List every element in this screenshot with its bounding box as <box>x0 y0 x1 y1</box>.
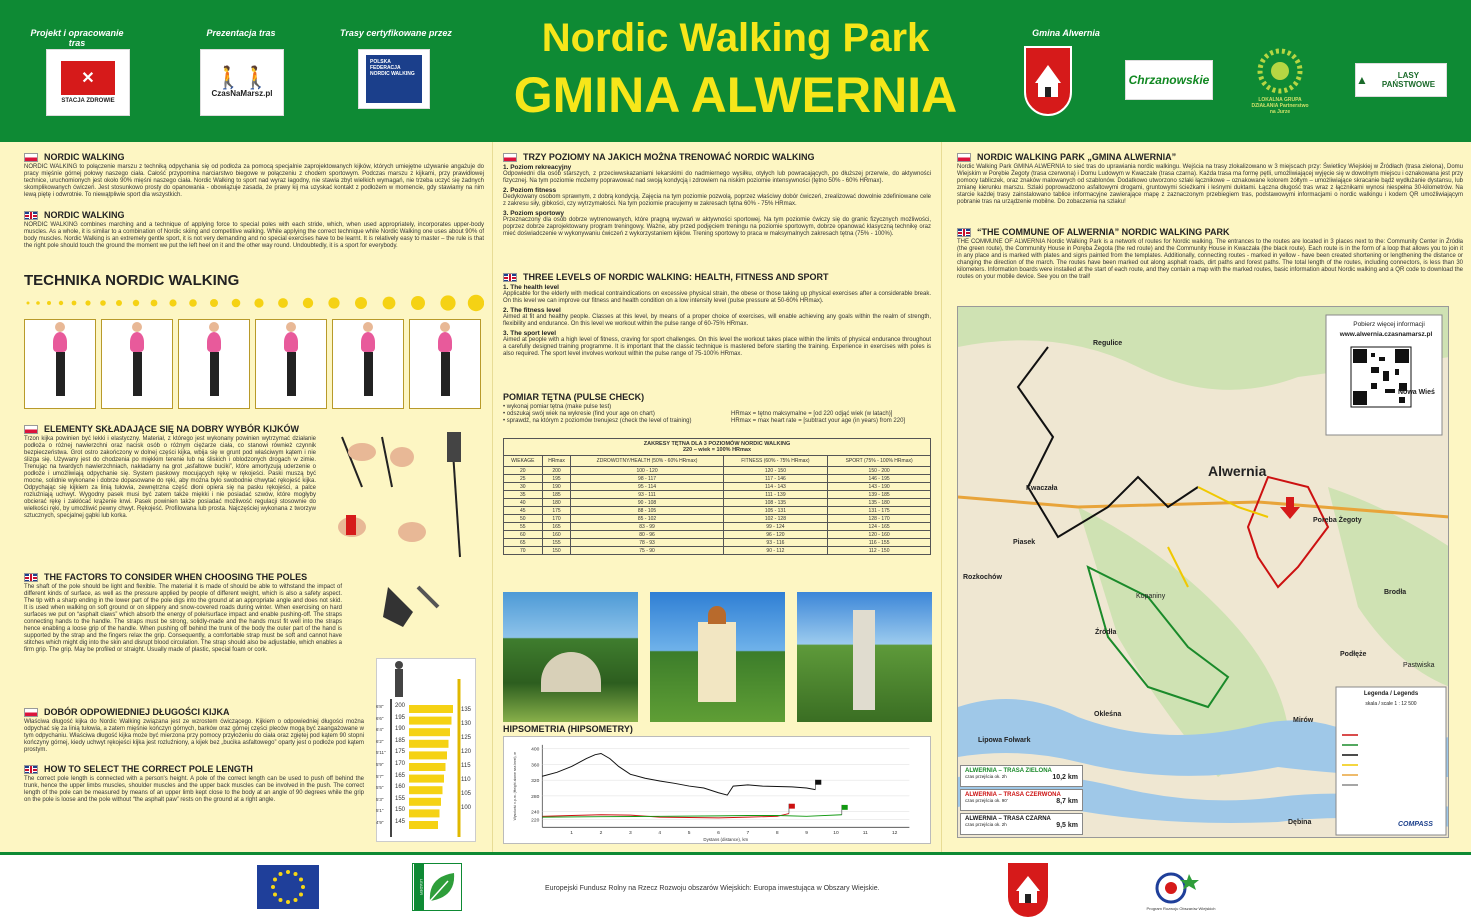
table-header-cell: SPORT (75% - 100% HRmax) <box>828 456 931 467</box>
pole-length-label: 6'6" <box>376 715 384 721</box>
pole-length-label: 120 <box>461 749 472 755</box>
alwernia-coat-of-arms-icon <box>1008 863 1048 917</box>
table-cell: 85 - 102 <box>571 515 723 523</box>
y-tick-label: 220 <box>531 818 540 824</box>
y-tick-label: 240 <box>531 810 540 816</box>
place-podleze: Podłęże <box>1340 651 1367 658</box>
pl-length-body: Właściwa długość kijka do Nordic Walking związana jest ze wzrostem ćwiczącego. Kijkiem o odpowiedniej długości można odpychać się za linią tułowia, a zatem mięśnie kończyn górnych, barków oraz górnej części pleców mogą być zaangażowane w tym odpychaniu. Właściwa długość kijka może być mierzona przy pomocy przyłożeniu do ciała oraz zgiętej pod kątem 90 stopni kończyny górnej, kiedy uchwyt rękojeści kijka jest rozluźniony, a kijek bez „bucika asfaltowego” oparty jest o podłoże pod kątem prostym. <box>24 719 364 753</box>
table-cell: 70 <box>504 547 543 555</box>
place-brodla: Brodła <box>1384 589 1407 596</box>
pole-tip-photo <box>368 582 448 632</box>
en-level-1-heading: 1. The health level <box>503 284 559 291</box>
prow-logo: Program Rozwoju Obszarów Wiejskich <box>1146 865 1216 913</box>
pole-length-label: 5'5" <box>376 785 384 791</box>
pole-length-label: 175 <box>395 749 406 756</box>
x-tick-label: 12 <box>891 831 898 837</box>
place-piasek: Piasek <box>1013 539 1036 546</box>
table-header-cell: HRmax <box>542 456 571 467</box>
table-cell: 190 <box>542 483 571 491</box>
table-cell: 50 <box>504 515 543 523</box>
pole-length-bar <box>409 705 453 713</box>
pl-intro-section <box>24 152 484 199</box>
photo-statue <box>797 592 932 722</box>
table-row <box>504 499 931 507</box>
poland-flag-icon <box>24 708 38 717</box>
uk-flag-icon <box>503 273 517 282</box>
uk-flag-icon <box>24 211 38 220</box>
walkers-icon: 🚶🚶 <box>214 65 270 90</box>
label-gmina: Gmina Alwernia <box>1032 28 1100 38</box>
x-tick-label: 7 <box>746 831 750 837</box>
table-cell: 83 - 99 <box>571 523 723 531</box>
en-factors-section <box>24 572 342 654</box>
table-cell: 96 - 120 <box>723 531 828 539</box>
pole-length-label: 185 <box>395 737 406 744</box>
technique-photo-1 <box>24 319 96 409</box>
table-cell: 195 <box>542 475 571 483</box>
en-intro-body: NORDIC WALKING combines marching and a technique of applying force to special poles with each stride, which, when used appropriately, incorporates upper-body muscles. As a whole, it is similar to a combination of Nordic skiing and competitive walking. While applying the correct technique while Nordic Walking one uses about 90% of body muscles. Nordic Walking is an extremely gentle sport, it is not very demanding and no special exercises have to be learnt. It is relatively easy to master – the rule is that the right pole should touch the ground the moment we put the left heel on it and the other way round. Undoubtedly, it is a sport for everybody. <box>24 222 484 249</box>
place-poreba-zegoty: Poręba Żegoty <box>1313 517 1362 524</box>
table-cell: 146 - 195 <box>828 475 931 483</box>
finish-flag-icon <box>842 805 848 810</box>
pole-length-label: 125 <box>461 735 472 741</box>
table-cell: 124 - 165 <box>828 523 931 531</box>
poland-flag-icon <box>957 153 971 162</box>
technique-photo-4 <box>255 319 327 409</box>
place-kwaczala: Kwaczała <box>1026 485 1058 492</box>
table-cell: 108 - 135 <box>723 499 828 507</box>
pole-length-label: 6'4" <box>376 727 384 733</box>
en-levels-heading: THREE LEVELS OF NORDIC WALKING: HEALTH, FITNESS AND SPORT <box>523 272 829 282</box>
table-cell: 98 - 117 <box>571 475 723 483</box>
x-tick-label: 8 <box>775 831 779 837</box>
pole-length-label: 6'8" <box>376 704 384 709</box>
en-level-3-heading: 3. The sport level <box>503 330 557 337</box>
column-middle <box>492 142 942 852</box>
runner-icon: ✕ <box>61 61 115 95</box>
table-cell: 90 - 108 <box>571 499 723 507</box>
table-cell: 93 - 116 <box>723 539 828 547</box>
pole-length-label: 5'9" <box>376 761 384 767</box>
table-cell: 165 <box>542 523 571 531</box>
hypsometry-chart <box>503 736 931 844</box>
table-cell: 160 <box>542 531 571 539</box>
table-cell: 120 - 150 <box>723 467 828 475</box>
czasnamarsz-logo: 🚶🚶 CzasNaMarsz.pl <box>200 49 284 116</box>
pulse-heading: POMIAR TĘTNA (PULSE CHECK) <box>503 392 645 402</box>
pl-length-section <box>24 707 364 754</box>
pole-length-label: 4'9" <box>376 819 384 825</box>
pole-length-label: 105 <box>461 791 472 797</box>
pl-levels-section <box>503 152 931 238</box>
prow-stars-icon <box>1149 868 1213 906</box>
elevation-series-0 <box>542 753 815 795</box>
table-cell: 150 - 200 <box>828 467 931 475</box>
table-cell: 90 - 112 <box>723 547 828 555</box>
en-howto-section <box>24 764 364 804</box>
route-red-box[interactable]: ALWERNIA – TRASA CZERWONA czas przejścia ok. 90' 8,7 km <box>960 789 1083 811</box>
table-cell: 112 - 150 <box>828 547 931 555</box>
table-cell: 88 - 105 <box>571 507 723 515</box>
photo-pavilion <box>503 592 638 722</box>
table-cell: 155 <box>542 539 571 547</box>
table-row <box>504 507 931 515</box>
y-tick-label: 280 <box>531 794 540 800</box>
table-cell: 180 <box>542 499 571 507</box>
place-mirow: Mirów <box>1293 717 1314 724</box>
table-cell: 55 <box>504 523 543 531</box>
pole-length-label: 170 <box>395 760 406 767</box>
pole-length-label: 5'7" <box>376 773 384 779</box>
pl-level-2-body: Dedykowany osobom sprawnym, z dobrą kondycją. Zajęcia na tym poziomie pozwolą, poprzez właściwy dobór ćwiczeń, zrealizować dowolnie zdefiniowane cele z zakresu siły, gibkości, czy wytrzymałości. Na tym poziomie pracujemy w zakresach tętna 60% - 75% HRmax. <box>503 194 931 207</box>
uk-flag-icon <box>24 573 38 582</box>
table-cell: 40 <box>504 499 543 507</box>
pole-length-label: 5'11" <box>376 750 386 756</box>
x-tick-label: 3 <box>629 831 632 837</box>
pole-length-diagram <box>376 658 476 842</box>
en-howto-body: The correct pole length is connected with a person's height. A pole of the correct length can be used to push off behind the trunk, hence the upper limbs muscles, shoulder muscles and the upper back muscles can be involved in the push. The correct length of the pole can be measured by means of an upper limb kept close to the body at an angle of 90 degrees while the grip on the pole is loose and the pole without “the asphalt paw” rests on the ground at a right angle. <box>24 776 364 803</box>
table-cell: 128 - 170 <box>828 515 931 523</box>
label-presentation: Prezentacja tras <box>206 28 276 38</box>
pl-park-section <box>957 152 1463 206</box>
uk-flag-icon <box>24 765 38 774</box>
table-row <box>504 467 931 475</box>
en-intro-section <box>24 210 484 250</box>
label-project: Projekt i opracowanie tras <box>30 28 124 48</box>
table-cell: 65 <box>504 539 543 547</box>
y-axis-label: Wysokość n.p.m. (Height above sea level), m <box>512 751 517 821</box>
table-cell: 75 - 90 <box>571 547 723 555</box>
pl-level-3-body: Przeznaczony dla osób dobrze wytrenowanych, które pragną wyzwań w aktywności sportowej. Na tym poziomie ćwiczy się do granic fizycznych możliwości, poprzez dobrze zaprojektowany program treningowy. Ważne, aby przed podjęciem treningu na poziomie sportowym, dobrze opanować klasyczną technikę oraz mieć doświadczenie w wykonywaniu ćwiczeń z wykorzystaniem kijków. Trening sportowy to praca w maksymalnych zakresach tętna (75% - 100%). <box>503 217 931 237</box>
table-header-cell: FITNESS (60% - 75% HRmax) <box>723 456 828 467</box>
pole-length-label: 190 <box>395 726 406 733</box>
eu-flag-icon <box>257 865 319 909</box>
route-black-box[interactable]: ALWERNIA – TRASA CZARNA czas przejścia ok. 2h 9,5 km <box>960 813 1083 835</box>
alwernia-coat-of-arms-icon <box>1024 46 1072 116</box>
table-row <box>504 483 931 491</box>
pl-length-heading: DOBÓR ODPOWIEDNIEJ DŁUGOŚCI KIJKA <box>44 707 230 717</box>
table-row <box>504 523 931 531</box>
pl-elements-heading: ELEMENTY SKŁADAJĄCE SIĘ NA DOBRY WYBÓR KIJKÓW <box>44 424 300 434</box>
en-park-body: THE COMMUNE OF ALWERNIA Nordic Walking Park is a network of routes for Nordic walking. The entrances to the routes are located in 3 places next to the: Community Center in Źródła (the green route), the Community House in Poręba Żegota (the red route) and the Community House in Kwaczała (the black route). Each route is in the form of a loop that allows you to join it in any place and is marked with plates and signs painted from the templates. Additionally, connecting routes - marked in yellow - have been created shortening or lengthening the distance or changing the direction of the march. The routes have been marked out along asphalt roads, dirt paths and forest paths. The total length of the routes, including connectors, is less than 30 kilometers. Information boards were installed at the start of each route, and they contain a map with the marked routes, basic information about Nordic walking and a QR code to download the routes on your mobile device. See you on the trail! <box>957 239 1463 280</box>
pole-length-label: 195 <box>395 714 406 721</box>
lgd-partnerstwo-logo: LOKALNA GRUPA DZIAŁANIA Partnerstwo na Jurze <box>1250 40 1310 120</box>
en-level-2-body: Aimed at fit and healthy people. Classes at this level, by means of a proper choice of exercises, will enable achieving any goals within the realm of strength, flexibility and endurance. On this level we workout within the pulse range of 60-75% HRmax. <box>503 314 931 327</box>
technique-photo-3 <box>178 319 250 409</box>
table-cell: 80 - 96 <box>571 531 723 539</box>
tree-icon: ▲ <box>1356 73 1368 87</box>
en-factors-body: The shaft of the pole should be light and flexible. The material it is made of should be able to withstand the impact of different kinds of surface, as well as the pressure applied by people of different weight, which is also a safety aspect. The tip with a sharp ending in the lower part of the pole digs into the ground at an appropriate angle and does not skid. It is used when walking on soft ground or on slippery and snow-covered roads during winter. When exercising on hard surfaces we put on “asphalt claws” which absorb the energy of pole/surface impact and enable pushing-off. The straps connecting hands to the handle. The straps must be strong, solidly-made and the hands must fit well into the straps hence enabling a loose grip of the handle. When pushing off behind the trunk of the body the outer part of the hand is supported by the strap and the fingers relax the grip. Consequently, a comfortable strap must be soft and cannot have stitches which might dig into the skin and disrupt blood circulation. The strap should also be adjustable, which enables a firm grip. The grip. May be profiled or straight. Usually made of plastic, special foam or cork. <box>24 584 342 653</box>
table-row <box>504 531 931 539</box>
table-cell: 135 - 180 <box>828 499 931 507</box>
place-kopaniny: Kopaniny <box>1136 593 1166 600</box>
pl-intro-body: NORDIC WALKING to połączenie marszu z techniką odpychania się od podłoża za pomocą specjalnie zaprojektowanych kijków, których umiejętne używanie angażuje do pracy mięśnie górnej połowy naszego ciała. Całość przypomina narciarstwo biegowe w połączeniu z chodem sportowym. Podczas marszu z kijkami, przy prawidłowej technice, uruchomionych jest około 90% mięśni naszego ciała. Nordic Walking to sport nad wyraz łagodny, nie stawia zbyt wielkich wymagań, nie trzeba uczyć się żadnych skomplikowanych ćwiczeń. Jest stosunkowo prosty do opanowania - obowiązuje zasada, że prawy kij ma uzyskać kontakt z podłożem w momencie, gdy stawiamy na nim lewą piętę i odwrotnie. To niewątpliwie sport dla wszystkich. <box>24 164 484 198</box>
table-cell: 116 - 155 <box>828 539 931 547</box>
place-alwernia: Alwernia <box>1208 463 1267 479</box>
pl-intro-heading: NORDIC WALKING <box>44 152 125 162</box>
table-cell: 175 <box>542 507 571 515</box>
pl-elements-section <box>24 424 316 520</box>
label-certified: Trasy certyfikowane przez <box>340 28 452 38</box>
en-level-3-body: Aimed at people with a high level of fitness, craving for sport challenges. On this level the workout takes place within the limits of physical endurance throughout a carefully designed training programme. It is important that the classic technique is mastered before starting the training. Experience in exercises with poles is also required. The sport level involves workout within the pulse range of 75-100% HRmax. <box>503 337 931 357</box>
sunflower-icon <box>1257 45 1303 97</box>
x-tick-label: 6 <box>717 831 720 837</box>
table-cell: 185 <box>542 491 571 499</box>
table-cell: 170 <box>542 515 571 523</box>
photo-church <box>650 592 785 722</box>
pole-length-label: 110 <box>461 777 471 783</box>
pl-park-heading: NORDIC WALKING PARK „GMINA ALWERNIA” <box>977 152 1177 162</box>
table-cell: 143 - 190 <box>828 483 931 491</box>
technique-photo-6 <box>409 319 481 409</box>
qr-code-icon <box>1351 347 1411 407</box>
hypsometry-section <box>503 724 931 849</box>
leaf-icon <box>424 867 460 907</box>
stacja-zdrowie-logo: ✕ STACJA ZDROWIE <box>46 49 130 116</box>
place-rozkochow: Rozkochów <box>963 574 1002 581</box>
en-factors-heading: THE FACTORS TO CONSIDER WHEN CHOOSING THE POLES <box>44 572 308 582</box>
pole-length-label: 155 <box>395 795 406 802</box>
footer-eu-text: Europejski Fundusz Rolny na Rzecz Rozwoju obszarów Wiejskich: Europa inwestująca w Obszary Wiejskie. <box>545 885 880 892</box>
place-nowa-wies: Nowa Wieś <box>1398 389 1435 396</box>
x-tick-label: 2 <box>599 831 603 837</box>
y-tick-label: 400 <box>531 747 540 753</box>
table-cell: 100 - 120 <box>571 467 723 475</box>
table-cell: 102 - 128 <box>723 515 828 523</box>
leader-logo: LEADER <box>412 863 462 911</box>
place-regulice: Regulice <box>1093 340 1123 347</box>
table-cell: 200 <box>542 467 571 475</box>
pole-length-label: 160 <box>395 784 406 791</box>
x-tick-label: 10 <box>833 831 839 837</box>
table-row <box>504 547 931 555</box>
pole-length-label: 5'1" <box>376 808 384 814</box>
table-row <box>504 515 931 523</box>
pole-length-label: 150 <box>395 807 406 814</box>
en-levels-section <box>503 272 931 358</box>
pole-length-bar <box>409 728 450 736</box>
table-cell: 120 - 160 <box>828 531 931 539</box>
pl-level-1-heading: 1. Poziom rekreacyjny <box>503 164 572 171</box>
uk-flag-icon <box>957 228 971 237</box>
pl-level-2-heading: 2. Poziom fitness <box>503 187 557 194</box>
pole-length-label: 165 <box>395 772 406 779</box>
pole-length-label: 130 <box>461 721 472 727</box>
pulse-check-section <box>503 392 931 425</box>
table-cell: 105 - 131 <box>723 507 828 515</box>
pfnw-logo: POLSKA FEDERACJA NORDIC WALKING <box>358 49 430 109</box>
pl-elements-body: Trzon kijka powinien być lekki i elastyczny. Materiał, z którego jest wykonany powinien wytrzymać działanie podłoża o różnej nawierzchni oraz nacisk osób o różnym ciężarze ciała, co stanowi również czynnik bezpieczeństwa. Grot ostro zakończony w dolnej części kijka, wbija się w grunt pod właściwym kątem i nie ślizga się. Używany jest do chodzenia po miękkim terenie lub na śliskich i oblodzonych drogach w zimie. Trenując na twardych nawierzchniach, nakładamy na grot „asfaltowe buciki”, które amortyzują uderzenie o podłoże i umożliwiają odpychanie się. System paskowy mocujących rękę w rękojeści. Paski muszą być mocne, solidnie wykonane i dobrze dopasowane do ręki, aby można było swobodnie chwytać rękojeść kijka. Odpychając się kijkiem za linią tułowia, zewnętrzna część dłoni opiera się na pasku rękojeści, a palce rozluźniają uchwyt. Wygodny pasek musi być zatem także miękki i nie posiadać szwów, które mogłyby obcierać rękę i zakłócać krążenie krwi. Pasek powinien także posiadać możliwość regulacji stosownie do wielkości ręki, by umożliwić pewny chwyt. Rękojeść. Profilowana lub prosta. Najczęściej wykonana z tworzyw sztucznych, specjalnej gąbki lub korka. <box>24 436 316 519</box>
decorative-dots <box>24 294 484 312</box>
chrzanowskie-logo: Chrzanowskie <box>1125 60 1213 100</box>
table-subcaption: 220 – wiek = 100% HRmax <box>682 447 752 453</box>
pl-park-body: Nordic Walking Park GMINA ALWERNIA to sieć tras do uprawiania nordic walkingu. Wejścia na trasy zlokalizowano w 3 miejscach przy: Świetlicy Wiejskiej w Źródłach (trasa zielona), Domu Wiejskim w Porębie Żegoty (trasa czerwona) i Domu Ludowym w Kwaczale (trasa czarna). Każda trasa ma formę pętli, umożliwiającej wyjęcie się w dowolnym miejscu i oznakowana jest przy pomocy tabliczek, oraz znaków malowanych od szablonów. Dodatkowo utworzono szlaki łącznikowe – oznakowane kolorem żółtym – umożliwiające skracanie bądź wydłużanie dystansu, lub zmianę kierunku marszu. Szlaki poprowadzono asfaltowymi drogami, gruntowymi ścieżkami i leśnymi duktami. Łączna długość tras wraz z łącznikami wynosi niespełna 30-kilometrów. Na starcie każdej trasy zainstalowano tablice informacyjne zawierające mapę z zaznaczonym przebiegiem tras, podstawowymi informacjami o nordic walkingu i kodem QR umożliwiającym pobranie tras na urządzenie mobilne. Do zobaczenia na szlaku! <box>957 164 1463 205</box>
x-tick-label: 9 <box>805 831 808 837</box>
pole-length-label: 115 <box>461 763 471 769</box>
map-url-link[interactable]: www.alwernia.czasnamarsz.pl <box>1339 331 1433 338</box>
table-cell: 35 <box>504 491 543 499</box>
place-debina: Dębina <box>1288 819 1312 826</box>
legend-scale: skala / scale 1 : 12 500 <box>1365 701 1417 707</box>
poland-flag-icon <box>503 153 517 162</box>
table-cell: 99 - 124 <box>723 523 828 531</box>
en-howto-heading: HOW TO SELECT THE CORRECT POLE LENGTH <box>44 764 253 774</box>
technique-photo-2 <box>101 319 173 409</box>
pole-length-label: 6'2" <box>376 738 384 744</box>
pole-length-label: 5'3" <box>376 796 384 802</box>
table-cell: 114 - 143 <box>723 483 828 491</box>
pl-level-1-body: Odpowiedni dla osób starszych, z przeciwwskazaniami lekarskimi do nadmiernego wysiłku, otyłych lub powracających, po dłuższej przerwie, do aktywności fizycznej. Na tym poziomie możemy poprawować nad swoją kondycją i zdrowiem na niskim poziomie intensywności (tętno 50% - 60% HRmax). <box>503 171 931 184</box>
table-cell: 78 - 93 <box>571 539 723 547</box>
table-cell: 20 <box>504 467 543 475</box>
table-cell: 111 - 139 <box>723 491 828 499</box>
y-tick-label: 320 <box>531 779 540 785</box>
table-cell: 95 - 114 <box>571 483 723 491</box>
pl-level-3-heading: 3. Poziom sportowy <box>503 210 565 217</box>
place-pastwiska: Pastwiska <box>1403 662 1435 669</box>
heart-rate-table <box>503 438 931 555</box>
en-park-heading: “THE COMMUNE OF ALWERNIA” NORDIC WALKING PARK <box>977 227 1230 237</box>
pole-grip-photos <box>322 427 487 567</box>
x-tick-label: 5 <box>687 831 691 837</box>
table-cell: 117 - 146 <box>723 475 828 483</box>
en-level-1-body: Applicable for the elderly with medical contraindications on excessive physical strain, the obese or those taking up physical exercises after a considerable break. On this level we can improve our fitness and health condition on a low intensity level (pulse pressure at 50-60% HRmax). <box>503 291 931 304</box>
table-cell: 150 <box>542 547 571 555</box>
table-header-cell: WIEKAGE <box>504 456 543 467</box>
x-axis-label: Dystans (distance), km <box>703 837 749 843</box>
technique-photo-5 <box>332 319 404 409</box>
table-row <box>504 539 931 547</box>
table-cell: 139 - 185 <box>828 491 931 499</box>
place-lipowa-folwark: Lipowa Folwark <box>978 737 1031 744</box>
table-header-cell: ZDROWOTNY/HEALTH (50% - 60% HRmax) <box>571 456 723 467</box>
table-cell: 45 <box>504 507 543 515</box>
technique-title: TECHNIKA NORDIC WALKING <box>24 272 240 289</box>
table-row <box>504 475 931 483</box>
en-intro-heading: NORDIC WALKING <box>44 210 125 220</box>
pole-length-bar <box>409 717 452 725</box>
poland-flag-icon <box>24 425 38 434</box>
route-green-box[interactable]: ALWERNIA – TRASA ZIELONA czas przejścia ok. 2h 10,2 km <box>960 765 1083 787</box>
y-tick-label: 360 <box>531 763 540 769</box>
x-tick-label: 11 <box>862 831 868 837</box>
table-cell: 131 - 175 <box>828 507 931 515</box>
footer-banner <box>0 852 1471 920</box>
lasy-panstwowe-logo: ▲ LASY PAŃSTWOWE <box>1355 63 1447 97</box>
table-cell: 93 - 111 <box>571 491 723 499</box>
finish-flag-icon <box>815 780 821 785</box>
en-level-2-heading: 2. The fitness level <box>503 307 561 314</box>
x-tick-label: 4 <box>658 831 662 837</box>
x-tick-label: 1 <box>570 831 574 837</box>
pole-length-label: 200 <box>395 703 406 709</box>
compass-logo: COMPASS <box>1398 821 1433 828</box>
legend-title: Legenda / Legends <box>1363 691 1419 697</box>
table-cell: 25 <box>504 475 543 483</box>
pole-length-label: 145 <box>395 818 406 825</box>
place-zrodla: Źródła <box>1095 629 1117 636</box>
place-oklesna: Okleśna <box>1094 711 1122 718</box>
title-gmina-alwernia: GMINA ALWERNIA <box>513 67 958 123</box>
header-banner <box>0 0 1471 142</box>
table-cell: 60 <box>504 531 543 539</box>
route-map[interactable] <box>957 306 1449 838</box>
table-row <box>504 491 931 499</box>
title-nordic-walking-park: Nordic Walking Park <box>541 16 930 60</box>
pole-length-label: 100 <box>461 805 472 811</box>
en-park-section <box>957 227 1463 281</box>
hypsometry-heading: HIPSOMETRIA (HIPSOMETRY) <box>503 724 633 734</box>
table-cell: 30 <box>504 483 543 491</box>
map-download-text: Pobierz więcej informacji <box>1353 321 1425 328</box>
pl-levels-heading: TRZY POZIOMY NA JAKICH MOŻNA TRENOWAĆ NORDIC WALKING <box>523 152 815 162</box>
pole-length-label: 135 <box>461 707 472 713</box>
finish-flag-icon <box>789 804 795 809</box>
pulse-formula: HRmax = tętno maksymalne = [od 220 odjąć wiek (w latach)] HRmax = max heart rate = [subtract your age (in years) from 220] <box>731 411 906 424</box>
table-caption: ZAKRESY TĘTNA DLA 3 POZIOMÓW NORDIC WALKING <box>643 441 791 447</box>
column-left <box>0 142 492 852</box>
pulse-steps: • wykonaj pomiar tętna (make pulse test) • odszukaj swój wiek na wykresie (find your age on chart) • sprawdź, na którym z poziomów trenujesz (check the level of training) <box>503 404 692 424</box>
poland-flag-icon <box>24 153 38 162</box>
